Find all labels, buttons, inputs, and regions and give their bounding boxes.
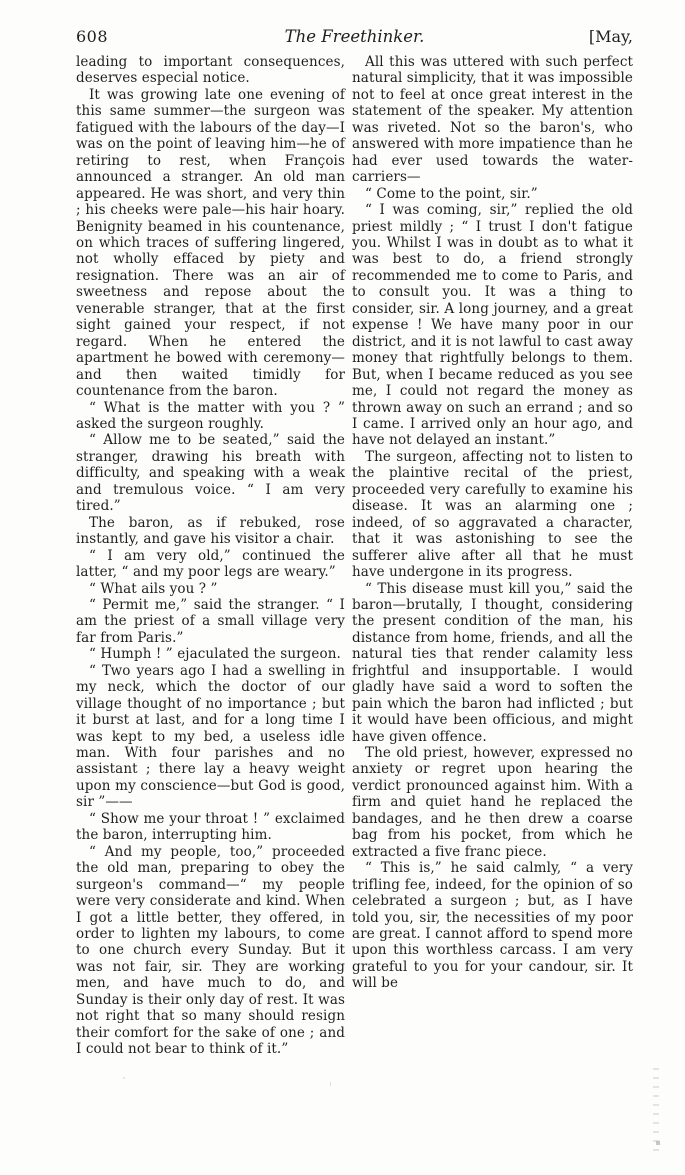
paragraph: The baron, as if rebuked, rose instantly, and gave his visitor a chair. xyxy=(76,514,345,548)
paragraph: “ Come to the point, sir.” xyxy=(365,185,538,202)
text-columns xyxy=(76,54,633,1058)
page-number: 608 xyxy=(76,27,109,46)
paragraph: It was growing late one evening of this same summer—the surgeon was fatigued with the labours of the day—I was on the point of leaving him—he of retiring to rest, when François announced a stranger. An old man appeared. He was short, and very thin ; his cheeks were pale—his hair hoary. Benignity beamed in his countenance, on which traces of suffering lingered, not wholly effaced by piety and resignation. There was an air of sweetness and repose about the venerable stranger, that at the first sight gained your respect, if not regard. When he entered the apartment he bowed with ceremony—and then waited timidly for countenance from the baron. xyxy=(76,86,345,400)
paragraph: The surgeon, affecting not to listen to the plaintive recital of the priest, proceeded very carefully to examine his disease. It was an alarming one ; indeed, of so aggravated a character, that it was astonishing to see the sufferer alive after all that he must have undergone in its progress. xyxy=(352,448,633,581)
right-column xyxy=(352,54,633,1058)
paragraph: “ Show me your throat ! ” exclaimed the baron, interrupting him. xyxy=(76,810,345,844)
paragraph: “ What is the matter with you ? ” asked the surgeon roughly. xyxy=(76,399,345,432)
paragraph: “ Two years ago I had a swelling in my neck, which the doctor of our village thought of no importance ; but it burst at last, and for a long time I was kept to my bed, a useless idle man. With four parishes and no assistant ; there lay a heavy weight upon my conscience—but God is good, sir ”—— xyxy=(76,662,345,811)
paragraph: “ Permit me,” said the stranger. “ I am the priest of a small village very far from Paris.” xyxy=(76,596,345,646)
paragraph: “ This disease must kill you,” said the baron—brutally, I thought, considering the present condition of the man, his distance from home, friends, and all the natural ties that render calamity less frightful and insupportable. I would gladly have said a word to soften the pain which the baron had inflicted ; but it would have been officious, and might have given offence. xyxy=(352,580,633,745)
paragraph: The old priest, however, expressed no anxiety or regret upon hearing the verdict pronounced against him. With a firm and quiet hand he replaced the bandages, and he then drew a coarse bag from his pocket, from which he extracted a five franc piece. xyxy=(352,745,633,860)
paragraph: “ Allow me to be seated,” said the stranger, drawing his breath with difficulty, and speaking with a weak and tremulous voice. “ I am very tired.” xyxy=(76,432,345,515)
paragraph: “ And my people, too,” proceeded the old man, preparing to obey the surgeon's command—“ my people were very considerate and kind. When I got a little better, they offered, in order to lighten my labours, to come to one church every Sunday. But it was not fair, sir. They are working men, and have much to do, and Sunday is their only day of rest. It was not right that so many should resign their comfort for the sake of one ; and I could not bear to think of it.” xyxy=(76,843,345,1058)
paragraph: leading to important consequences, deserves especial notice. xyxy=(76,54,345,87)
running-head xyxy=(76,27,633,46)
journal-title: The Freethinker. xyxy=(284,27,425,46)
paragraph: “ I am very old,” continued the latter, “ and my poor legs are weary.” xyxy=(76,547,345,581)
paragraph: “ Humph ! ” ejaculated the surgeon. xyxy=(89,646,341,663)
left-column xyxy=(76,54,345,1058)
paragraph: “ What ails you ? ” xyxy=(89,580,218,597)
scan-speck xyxy=(123,1077,125,1079)
paragraph: “ I was coming, sir,” replied the old priest mildly ; “ I trust I don't fatigue you. Whilst I was in doubt as to what it was best to do, a friend strongly recommended me to come to Paris, and to consult you. It was a thing to consider, sir. A long journey, and a great expense ! We have many poor in our district, and it is not lawful to cast away money that rightfully belongs to them. But, when I became reduced as you see me, I could not regard the money as thrown away on such an errand ; and so I came. I arrived only an hour ago, and have not delayed an instant.” xyxy=(352,202,633,449)
scan-speck xyxy=(330,1082,331,1086)
paragraph: All this was uttered with such perfect natural simplicity, that it was impossible not to feel at once great interest in the statement of the speaker. My attention was riveted. Not so the baron's, who answered with more impatience than he had ever used towards the water-carriers— xyxy=(352,54,633,186)
scan-speck xyxy=(656,1141,660,1145)
paragraph: “ This is,” he said calmly, “ a very trifling fee, indeed, for the opinion of so celebrated a surgeon ; but, as I have told you, sir, the necessities of my poor are great. I cannot afford to spend more upon this worthless carcass. I am very grateful to you for your candour, sir. It will be xyxy=(352,860,633,992)
issue-date: [May, xyxy=(588,27,633,46)
